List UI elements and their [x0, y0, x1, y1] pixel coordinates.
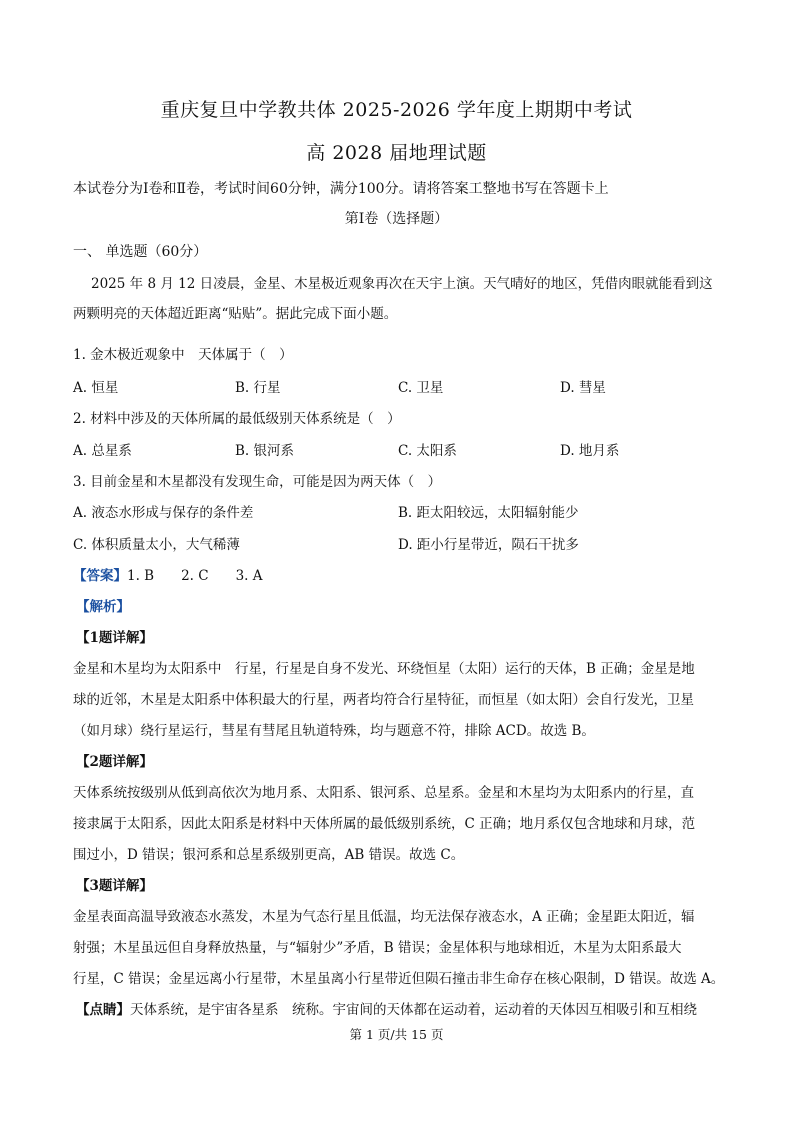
detail-1-line-3: （如月球）绕行星运行，彗星有彗尾且轨道特殊，均与题意不符，排除 ACD。故选 B。	[73, 723, 595, 739]
detail-2-line-2: 接隶属于太阳系，因此太阳系是材料中天体所属的最低级别系统，C 正确；地月系仅包含地球和月球，范	[73, 816, 696, 832]
detail-2-label: 【2题详解】	[76, 754, 153, 770]
question-2-option-a: A. 总星系	[73, 443, 132, 459]
detail-3-line-3: 行星，C 错误；金星远离小行星带，木星虽离小行星带近但陨石撞击非生命存在核心限制，D 错误。故选 A。	[73, 971, 725, 987]
answer-label: 【答案】	[73, 568, 127, 584]
question-2-option-c: C. 太阳系	[398, 443, 457, 459]
answer-values: 1. B 2. C 3. A	[127, 568, 263, 584]
passage-line-2: 两颗明亮的天体超近距离“贴贴”。据此完成下面小题。	[73, 306, 398, 322]
question-3-option-a: A. 液态水形成与保存的条件差	[73, 505, 254, 521]
question-2-option-b: B. 银河系	[235, 443, 295, 459]
key-point-row	[76, 998, 726, 1018]
question-3-option-d: D. 距小行星带近，陨石干扰多	[398, 537, 579, 553]
section-heading: 一、 单选题（60分）	[73, 244, 208, 260]
question-1-option-a: A. 恒星	[73, 380, 119, 396]
exam-title: 重庆复旦中学教共体 2025-2026 学年度上期期中考试	[160, 99, 633, 121]
detail-2-line-1: 天体系统按级别从低到高依次为地月系、太阳系、银河系、总星系。金星和木星均为太阳系内的行星，直	[73, 785, 694, 801]
question-3-stem: 3. 目前金星和木星都没有发现生命，可能是因为两天体（ ）	[73, 474, 442, 490]
detail-3-line-1: 金星表面高温导致液态水蒸发，木星为气态行星且低温，均无法保存液态水，A 正确；金星距太阳近，辐	[73, 909, 695, 925]
detail-2-line-3: 围过小，D 错误；银河系和总星系级别更高，AB 错误。故选 C。	[73, 847, 465, 863]
exam-subtitle: 高 2028 届地理试题	[306, 142, 487, 164]
key-point-label: 【点睛】	[76, 1002, 130, 1018]
question-1-option-b: B. 行星	[235, 380, 281, 396]
detail-1-line-2: 球的近邻，木星是太阳系中体积最大的行星，两者均符合行星特征，而恒星（如太阳）会自行发光，卫星	[73, 692, 694, 708]
question-3-option-b: B. 距太阳较远，太阳辐射能少	[398, 505, 579, 521]
question-1-option-c: C. 卫星	[398, 380, 444, 396]
question-3-option-c: C. 体积质量太小，大气稀薄	[73, 537, 240, 553]
volume-heading: 第Ⅰ卷（选择题）	[344, 211, 449, 227]
exam-instructions: 本试卷分为Ⅰ卷和Ⅱ卷，考试时间60分钟，满分100分。请将答案工整地书写在答题卡上	[73, 181, 609, 197]
key-point-text: 天体系统，是宇宙各星系 统称。宇宙间的天体都在运动着，运动着的天体因互相吸引和互相绕	[130, 1002, 697, 1018]
detail-1-line-1: 金星和木星均为太阳系中 行星，行星是自身不发光、环绕恒星（太阳）运行的天体，B 正确；金星是地	[73, 661, 695, 677]
question-2-option-d: D. 地月系	[560, 443, 620, 459]
answer-row	[73, 564, 723, 584]
passage-line-1: 2025 年 8 月 12 日凌晨，金星、木星极近观象再次在天宇上演。天气晴好的地区，凭借肉眼就能看到这	[91, 276, 713, 292]
question-1-option-d: D. 彗星	[560, 380, 606, 396]
detail-3-label: 【3题详解】	[76, 878, 153, 894]
analysis-label: 【解析】	[76, 599, 130, 615]
page-number: 第 1 页/共 15 页	[349, 1027, 444, 1042]
question-2-stem: 2. 材料中涉及的天体所属的最低级别天体系统是（ ）	[73, 411, 401, 427]
detail-1-label: 【1题详解】	[76, 630, 153, 646]
question-1-stem: 1. 金木极近观象中 天体属于（ ）	[73, 347, 293, 363]
detail-3-line-2: 射强；木星虽远但自身释放热量，与“辐射少”矛盾，B 错误；金星体积与地球相近，木星为太阳系最大	[73, 940, 682, 956]
